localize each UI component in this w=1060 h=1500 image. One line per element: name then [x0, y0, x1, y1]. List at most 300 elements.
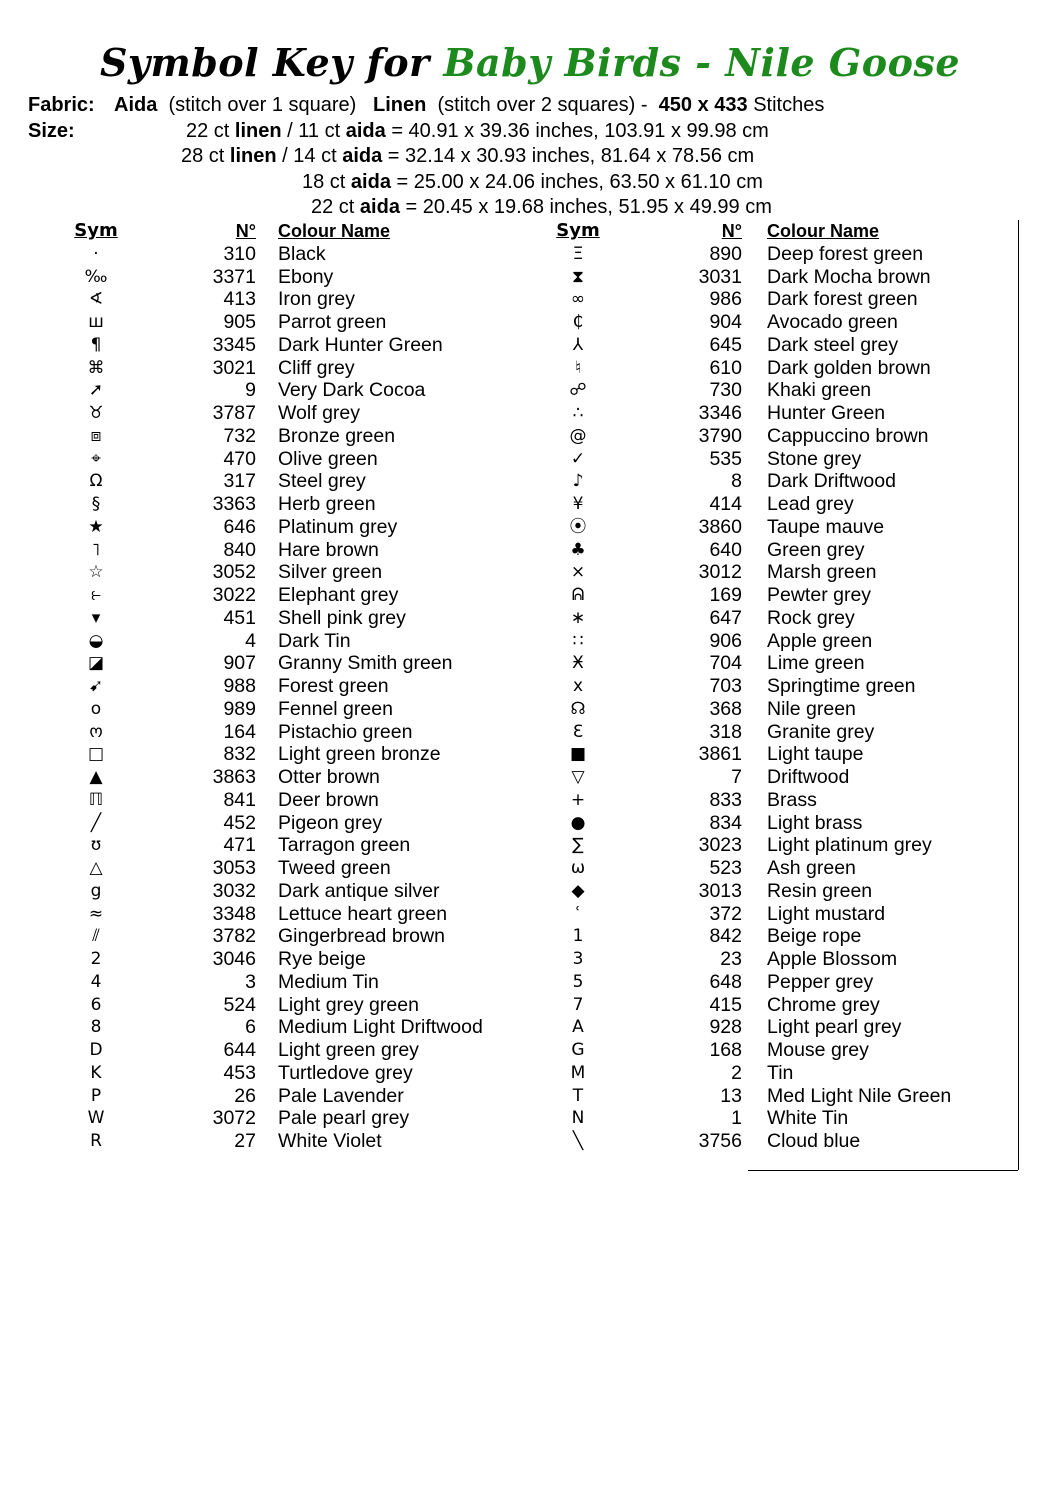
floss-number: 3013 — [698, 879, 742, 902]
symbol-glyph: 8 — [90, 1017, 102, 1038]
floss-number: 834 — [709, 811, 742, 834]
table-row — [0, 971, 1018, 994]
size-line-2: 28 ct linen / 14 ct aida = 32.14 x 30.93 inches, 81.64 x 78.56 cm — [181, 145, 755, 167]
header-sym: Sym — [556, 220, 600, 241]
floss-number: 3861 — [698, 743, 742, 766]
colour-name: Cloud blue — [767, 1130, 861, 1152]
floss-number: 647 — [709, 606, 742, 629]
table-row — [0, 675, 1018, 698]
header-sym: Sym — [74, 220, 118, 241]
colour-name: Pigeon grey — [278, 811, 383, 834]
symbol-glyph: ⫽ — [92, 926, 100, 947]
symbol-glyph: D — [89, 1040, 103, 1060]
colour-name: Granite grey — [767, 720, 875, 743]
table-row — [0, 402, 1018, 425]
colour-name: Pepper grey — [767, 970, 874, 993]
fabric-line — [114, 93, 824, 117]
symbol-glyph: 2 — [90, 949, 102, 969]
table-row — [0, 789, 1018, 812]
floss-number: 27 — [234, 1130, 256, 1152]
symbol-glyph: ♉ — [88, 403, 104, 423]
floss-number: 648 — [709, 970, 742, 993]
symbol-glyph: ₵ — [572, 312, 584, 332]
floss-number: 3346 — [698, 402, 742, 424]
floss-number: 451 — [223, 606, 256, 629]
fabric-linen: Linen — [373, 94, 427, 116]
symbol-glyph: ∞ — [570, 289, 586, 310]
floss-number: 840 — [223, 538, 256, 561]
symbol-glyph: ♪ — [572, 471, 584, 492]
symbol-glyph: ♣ — [570, 539, 586, 560]
colour-name: Gingerbread brown — [278, 925, 445, 948]
colour-name: Shell pink grey — [278, 606, 406, 629]
floss-number: 3782 — [212, 925, 256, 948]
symbol-glyph: ◒ — [88, 630, 104, 651]
floss-number: 3790 — [698, 424, 742, 447]
table-row — [0, 584, 1018, 607]
floss-number: 453 — [223, 1061, 256, 1084]
table-row — [0, 334, 1018, 357]
table-row — [0, 903, 1018, 926]
size-line-1: 22 ct linen / 11 ct aida = 40.91 x 39.36 inches, 103.91 x 99.98 cm — [186, 120, 769, 142]
floss-number: 169 — [709, 584, 742, 606]
symbol-glyph: ✓ — [570, 448, 586, 469]
colour-name: Deep forest green — [767, 242, 924, 265]
colour-name: Light green bronze — [278, 743, 441, 766]
colour-name: Wolf grey — [278, 402, 360, 424]
symbol-glyph: ★ — [88, 516, 104, 537]
symbol-glyph: ⧗ — [572, 266, 584, 287]
size-label: Size: — [28, 120, 75, 142]
symbol-glyph: ω — [570, 858, 586, 878]
table-row — [0, 561, 1018, 584]
symbol-glyph: @ — [569, 425, 587, 446]
floss-number: 3348 — [212, 902, 256, 925]
symbol-glyph: ʿ — [575, 903, 581, 924]
table-row — [0, 880, 1018, 903]
symbol-glyph: K — [90, 1062, 102, 1083]
symbol-glyph: § — [91, 494, 101, 514]
stitch-word: Stitches — [753, 94, 825, 116]
floss-number: 832 — [223, 743, 256, 766]
symbol-glyph: ➚ — [88, 380, 104, 401]
table-row — [0, 1062, 1018, 1085]
symbol-glyph: ‰ — [84, 266, 108, 287]
table-row — [0, 539, 1018, 562]
symbol-glyph: ▾ — [91, 607, 101, 628]
floss-number: 3863 — [212, 766, 256, 788]
symbol-glyph: ≈ — [88, 903, 104, 924]
symbol-glyph: ʊ — [90, 835, 102, 856]
floss-number: 524 — [223, 993, 256, 1016]
floss-number: 646 — [223, 515, 256, 538]
bottom-border-line — [748, 1170, 1018, 1171]
colour-name: Pale pearl grey — [278, 1107, 410, 1130]
colour-name: Driftwood — [767, 766, 850, 788]
symbol-glyph: ☊ — [570, 698, 586, 719]
floss-number: 2 — [731, 1061, 742, 1084]
colour-name: Granny Smith green — [278, 652, 453, 675]
symbol-glyph: g — [90, 880, 102, 901]
floss-number: 3021 — [212, 356, 256, 379]
table-row — [0, 743, 1018, 766]
size-line-4: 22 ct aida = 20.45 x 19.68 inches, 51.95 x 49.99 cm — [311, 196, 772, 218]
header-num: N° — [235, 221, 256, 241]
table-row — [0, 857, 1018, 880]
floss-number: 535 — [709, 447, 742, 470]
colour-name: Lime green — [767, 652, 865, 675]
table-row — [0, 448, 1018, 471]
symbol-glyph: ⌖ — [91, 448, 101, 469]
floss-number: 368 — [709, 697, 742, 720]
symbol-glyph: 6 — [90, 994, 102, 1015]
table-row — [0, 288, 1018, 311]
floss-number: 640 — [709, 538, 742, 561]
symbol-glyph: R — [90, 1131, 102, 1151]
colour-name: Elephant grey — [278, 584, 399, 606]
floss-number: 414 — [709, 493, 742, 515]
symbol-glyph: ╱ — [90, 812, 102, 833]
floss-number: 3 — [245, 970, 256, 993]
symbol-glyph: ◆ — [571, 880, 585, 901]
floss-number: 415 — [709, 993, 742, 1016]
symbol-glyph: M — [570, 1062, 586, 1083]
fabric-aida: Aida — [114, 94, 158, 116]
floss-number: 523 — [709, 857, 742, 879]
colour-name: Hunter Green — [767, 402, 886, 424]
symbol-glyph: ℿ — [88, 789, 104, 810]
table-row — [0, 834, 1018, 857]
colour-name: Apple Blossom — [767, 948, 898, 970]
symbol-glyph: ¥ — [572, 494, 584, 514]
floss-number: 7 — [731, 766, 742, 788]
colour-name: Avocado green — [767, 311, 898, 333]
floss-number: 3756 — [698, 1130, 742, 1152]
floss-number: 730 — [709, 379, 742, 402]
symbol-glyph: ☆ — [88, 562, 104, 583]
table-row — [0, 766, 1018, 789]
symbol-glyph: G — [571, 1040, 585, 1060]
floss-number: 644 — [223, 1039, 256, 1061]
symbol-glyph: ⅄ — [572, 334, 584, 355]
colour-name: Rock grey — [767, 606, 855, 629]
colour-name: Light green grey — [278, 1039, 419, 1061]
table-header — [0, 220, 1018, 243]
table-row — [0, 994, 1018, 1017]
floss-number: 890 — [709, 242, 742, 265]
symbol-glyph: ⦿ — [569, 516, 587, 537]
table-row — [0, 1107, 1018, 1130]
colour-name: Dark golden brown — [767, 356, 931, 379]
symbol-glyph: ш — [88, 312, 104, 332]
symbol-glyph: x — [572, 676, 584, 696]
table-row — [0, 357, 1018, 380]
table-row — [0, 379, 1018, 402]
title-prefix: Symbol Key for — [99, 40, 430, 85]
symbol-glyph: ▽ — [571, 767, 585, 787]
colour-name: Pistachio green — [278, 720, 413, 743]
colour-name: Dark steel grey — [767, 333, 899, 356]
colour-name: Brass — [767, 788, 817, 811]
symbol-glyph: 5 — [572, 971, 584, 992]
symbol-glyph: ⥼ — [91, 585, 101, 605]
colour-name: Light mustard — [767, 902, 886, 925]
colour-name: Dark Mocha brown — [767, 265, 931, 288]
colour-name: Springtime green — [767, 675, 916, 697]
floss-number: 413 — [223, 288, 256, 311]
floss-number: 164 — [223, 720, 256, 743]
floss-number: 833 — [709, 788, 742, 811]
floss-number: 4 — [245, 629, 256, 652]
symbol-glyph: ∗ — [570, 607, 586, 628]
colour-name: Tin — [767, 1061, 794, 1084]
fabric-aida-note: (stitch over 1 square) — [168, 94, 357, 116]
symbol-glyph: ⧈ — [90, 425, 102, 446]
colour-name: Forest green — [278, 675, 389, 697]
floss-number: 23 — [720, 948, 742, 970]
floss-number: 732 — [223, 424, 256, 447]
colour-name: Green grey — [767, 538, 865, 561]
floss-number: 3860 — [698, 515, 742, 538]
symbol-glyph: W — [87, 1108, 105, 1129]
colour-name: Chrome grey — [767, 993, 880, 1016]
colour-name: Medium Tin — [278, 970, 379, 993]
colour-name: Tweed green — [278, 857, 391, 879]
colour-name: Dark Driftwood — [767, 470, 896, 493]
colour-name: Silver green — [278, 561, 383, 584]
floss-number: 645 — [709, 333, 742, 356]
floss-number: 3023 — [698, 834, 742, 857]
colour-name: White Tin — [767, 1107, 849, 1130]
colour-name: Hare brown — [278, 538, 379, 561]
symbol-glyph: Ξ — [572, 243, 584, 264]
colour-name: Parrot green — [278, 311, 387, 333]
floss-number: 452 — [223, 811, 256, 834]
table-row — [0, 493, 1018, 516]
symbol-glyph: ∢ — [88, 289, 104, 310]
symbol-glyph: · — [93, 243, 99, 264]
table-row — [0, 311, 1018, 334]
colour-name: Otter brown — [278, 766, 380, 788]
header-name: Colour Name — [278, 221, 391, 241]
symbol-glyph: o — [90, 698, 102, 719]
table-row — [0, 698, 1018, 721]
symbol-glyph: ╲ — [572, 1131, 584, 1151]
floss-number: 842 — [709, 925, 742, 948]
floss-number: 1 — [731, 1107, 742, 1130]
floss-number: 3363 — [212, 493, 256, 515]
symbol-glyph: ☍ — [569, 380, 587, 401]
symbol-glyph: ⨯ — [570, 562, 586, 583]
floss-number: 841 — [223, 788, 256, 811]
floss-number: 928 — [709, 1016, 742, 1039]
table-row — [0, 925, 1018, 948]
colour-name: Dark Tin — [278, 629, 351, 652]
colour-name: Ebony — [278, 265, 334, 288]
colour-name: Deer brown — [278, 788, 379, 811]
page-title — [0, 40, 1060, 85]
table-row — [0, 1085, 1018, 1108]
floss-number: 9 — [245, 379, 256, 402]
colour-name: Herb green — [278, 493, 376, 515]
floss-number: 989 — [223, 697, 256, 720]
right-border-line — [1018, 220, 1019, 1170]
symbol-glyph: ᕱ — [571, 585, 585, 605]
symbol-glyph: A — [572, 1017, 584, 1038]
header-name: Colour Name — [767, 221, 880, 241]
stitch-count: 450 x 433 — [658, 94, 748, 116]
floss-number: 471 — [223, 834, 256, 857]
floss-number: 988 — [223, 675, 256, 697]
floss-number: 704 — [709, 652, 742, 675]
colour-name: Black — [278, 242, 326, 265]
colour-name: Mouse grey — [767, 1039, 869, 1061]
table-row — [0, 425, 1018, 448]
colour-name: Ash green — [767, 857, 856, 879]
floss-number: 3031 — [698, 265, 742, 288]
colour-name: Beige rope — [767, 925, 862, 948]
table-row — [0, 516, 1018, 539]
floss-number: 8 — [731, 470, 742, 493]
floss-number: 3012 — [698, 561, 742, 584]
floss-number: 3787 — [212, 402, 256, 424]
table-row — [0, 1039, 1018, 1062]
symbol-glyph: T — [572, 1085, 584, 1106]
symbol-glyph: △ — [89, 858, 103, 878]
header-num: N° — [721, 221, 742, 241]
symbol-glyph: ⌘ — [87, 357, 105, 378]
colour-name: Resin green — [767, 879, 873, 902]
colour-name: Lead grey — [767, 493, 854, 515]
table-row — [0, 652, 1018, 675]
colour-name: Dark Hunter Green — [278, 333, 443, 356]
table-row — [0, 948, 1018, 971]
floss-number: 470 — [223, 447, 256, 470]
symbol-glyph: ∷ — [572, 630, 584, 651]
symbol-glyph: Ӿ — [572, 653, 584, 674]
floss-number: 317 — [223, 470, 256, 493]
colour-name: Tarragon green — [278, 834, 411, 857]
symbol-glyph: Ω — [89, 471, 103, 492]
symbol-glyph: ♮ — [574, 357, 582, 378]
colour-name: Light pearl grey — [767, 1016, 902, 1039]
floss-number: 318 — [709, 720, 742, 743]
floss-number: 3053 — [212, 857, 256, 879]
colour-name: Iron grey — [278, 288, 355, 311]
colour-name: Apple green — [767, 629, 873, 652]
colour-name: Dark antique silver — [278, 879, 440, 902]
floss-number: 26 — [234, 1084, 256, 1107]
table-row — [0, 243, 1018, 266]
floss-number: 703 — [709, 675, 742, 697]
colour-name: Light taupe — [767, 743, 864, 766]
colour-name: White Violet — [278, 1130, 382, 1152]
colour-name: Very Dark Cocoa — [278, 379, 426, 402]
colour-name: Khaki green — [767, 379, 872, 402]
colour-name: Light platinum grey — [767, 834, 932, 857]
colour-name: Med Light Nile Green — [767, 1084, 952, 1107]
colour-name: Fennel green — [278, 697, 393, 720]
floss-number: 3032 — [212, 879, 256, 902]
symbol-glyph: ∴ — [572, 403, 584, 423]
colour-name: Olive green — [278, 447, 378, 470]
colour-name: Platinum grey — [278, 515, 398, 538]
colour-name: Light brass — [767, 811, 863, 834]
symbol-glyph: ● — [570, 812, 586, 833]
symbol-glyph: P — [90, 1085, 102, 1106]
title-pattern-name: Baby Birds - Nile Goose — [443, 40, 961, 85]
size-line-3: 18 ct aida = 25.00 x 24.06 inches, 63.50 x 61.10 cm — [302, 171, 763, 193]
floss-number: 310 — [223, 242, 256, 265]
floss-number: 6 — [245, 1016, 256, 1039]
floss-number: 3022 — [212, 584, 256, 606]
colour-name: Marsh green — [767, 561, 877, 584]
colour-name: Lettuce heart green — [278, 902, 448, 925]
table-row — [0, 266, 1018, 289]
colour-name: Steel grey — [278, 470, 366, 493]
symbol-glyph: 1 — [572, 926, 584, 947]
colour-name: Bronze green — [278, 424, 396, 447]
floss-number: 3072 — [212, 1107, 256, 1130]
symbol-glyph: 7 — [572, 994, 584, 1015]
symbol-glyph: □ — [87, 744, 105, 765]
floss-number: 3046 — [212, 948, 256, 970]
table-row — [0, 812, 1018, 835]
floss-number: 3345 — [212, 333, 256, 356]
colour-name: Stone grey — [767, 447, 862, 470]
floss-number: 906 — [709, 629, 742, 652]
table-row — [0, 607, 1018, 630]
table-row — [0, 630, 1018, 653]
floss-number: 904 — [709, 311, 742, 333]
table-row — [0, 1016, 1018, 1039]
symbol-glyph: ➹ — [88, 676, 104, 696]
symbol-glyph: ˥ — [91, 539, 101, 560]
colour-name: Turtledove grey — [278, 1061, 413, 1084]
symbol-table-right — [0, 220, 1018, 1153]
colour-name: Light grey green — [278, 993, 419, 1016]
colour-name: Cappuccino brown — [767, 424, 929, 447]
colour-name: Medium Light Driftwood — [278, 1016, 483, 1039]
colour-name: Pewter grey — [767, 584, 872, 606]
symbol-glyph: ო — [89, 721, 103, 742]
colour-name: Pale Lavender — [278, 1084, 404, 1107]
colour-name: Rye beige — [278, 948, 366, 970]
table-row — [0, 1130, 1018, 1153]
symbol-glyph: 4 — [90, 971, 102, 992]
table-row — [0, 721, 1018, 744]
colour-name: Taupe mauve — [767, 515, 885, 538]
symbol-glyph: + — [570, 789, 586, 810]
symbol-glyph: ¶ — [90, 334, 102, 355]
fabric-label: Fabric: — [28, 94, 95, 116]
floss-number: 905 — [223, 311, 256, 333]
colour-name: Dark forest green — [767, 288, 918, 311]
symbol-glyph: ∑ — [572, 835, 584, 856]
colour-name: Nile green — [767, 697, 856, 720]
floss-number: 3052 — [212, 561, 256, 584]
symbol-glyph: Ɛ — [572, 721, 584, 742]
symbol-glyph: ▲ — [89, 767, 103, 787]
colour-name: Cliff grey — [278, 356, 355, 379]
symbol-glyph: ■ — [569, 744, 587, 765]
symbol-glyph: N — [571, 1108, 585, 1129]
symbol-glyph: 3 — [572, 949, 584, 969]
table-row — [0, 470, 1018, 493]
floss-number: 13 — [720, 1084, 742, 1107]
floss-number: 907 — [223, 652, 256, 675]
floss-number: 168 — [709, 1039, 742, 1061]
